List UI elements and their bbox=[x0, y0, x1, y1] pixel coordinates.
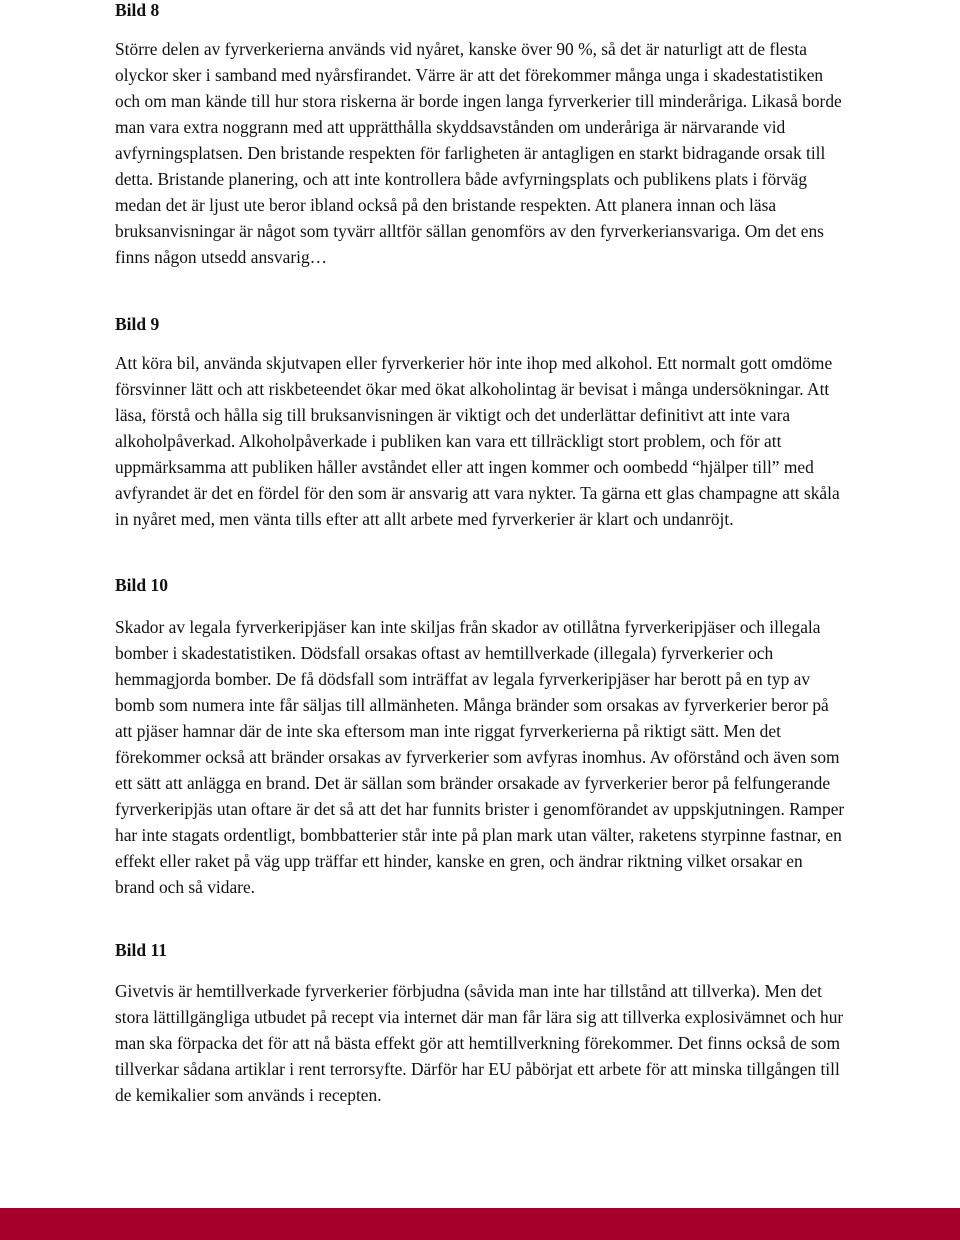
section-heading-bild-8: Bild 8 bbox=[115, 0, 160, 20]
section-body-bild-11: Givetvis är hemtillverkade fyrverkerier förbjudna (såvida man inte har tillstånd att tillverka). Men det stora lättillgängliga utbudet på recept via internet där man får lära sig att tillverka explosivämnet och hur man ska förpacka det för att nå bästa effekt gör att hemtillverkning förekommer. Det finns också de som tillverkar sådana artiklar i rent terrorsyfte. Därför har EU påbörjat ett arbete för att minska tillgången till de kemikalier som används i recepten. bbox=[115, 981, 844, 1105]
section-body-bild-10: Skador av legala fyrverkeripjäser kan inte skiljas från skador av otillåtna fyrverkeripjäser och illegala bomber i skadestatistiken. Dödsfall orsakas oftast av hemtillverkade (illegala) fyrverkerier och hemmagjorda bomber. De få dödsfall som inträffat av legala fyrverkeripjäser har berott på en typ av bomb som numera inte får säljas till allmänheten. Många bränder som orsakas av fyrverkerier beror på att pjäser hamnar där de inte ska eftersom man inte riggat fyrverkerierna på riktigt sätt. Men det förekommer också att bränder orsakas av fyrverkerier som avfyras inomhus. Av oförstånd och även som ett sätt att anlägga en brand. Det är sällan som bränder orsakade av fyrverkerier beror på felfungerande fyrverkeripjäs utan oftare är det så att det har funnits brister i genomförandet av uppskjutningen. Ramper har inte stagats ordentligt, bombbatterier står inte på plan mark utan välter, raketens styrpinne fastnar, en effekt eller raket på väg upp träffar ett hinder, kanske en gren, och ändrar riktning vilket orsakar en brand och så vidare. bbox=[115, 617, 845, 897]
section-heading-bild-10: Bild 10 bbox=[115, 575, 169, 595]
footer-color-bar bbox=[0, 1208, 960, 1240]
section-heading-bild-9: Bild 9 bbox=[115, 314, 160, 334]
section-body-bild-9: Att köra bil, använda skjutvapen eller fyrverkerier hör inte ihop med alkohol. Ett normalt gott omdöme försvinner lätt och att riskbeteendet ökar med ökat alkoholintag är bevisat i många undersökningar. Att läsa, förstå och hålla sig till bruksanvisningen är viktigt och det underlättar definitivt att inte vara alkoholpåverkad. Alkoholpåverkade i publiken kan vara ett tillräckligt stort problem, och för att uppmärksamma att publiken håller avståndet eller att ingen kommer och oombedd “hjälper till” med avfyrandet är det en fördel för den som är ansvarig att vara nykter. Ta gärna ett glas champagne att skåla in nyåret med, men vänta tills efter att allt arbete med fyrverkerier är klart och undanröjt. bbox=[115, 353, 840, 529]
section-heading-bild-11: Bild 11 bbox=[115, 940, 168, 960]
section-body-bild-8: Större delen av fyrverkerierna används vid nyåret, kanske över 90 %, så det är naturligt att de flesta olyckor sker i samband med nyårsfirandet. Värre är att det förekommer många unga i skadestatistiken och om man kände till hur stora riskerna är borde ingen langa fyrverkerier till minderåriga. Likaså borde man vara extra noggrann med att upprätthålla skyddsavstånden om underåriga är närvarande vid avfyrningsplatsen. Den bristande respekten för farligheten är antagligen en starkt bidragande orsak till detta. Bristande planering, och att inte kontrollera både avfyrningsplats och publikens plats i förväg medan det är ljust ute beror ibland också på den bristande respekten. Att planera innan och läsa bruksanvisningar är något som tyvärr alltför sällan genomförs av den fyrverkeriansvariga. Om det ens finns någon utsedd ansvarig… bbox=[115, 39, 842, 267]
